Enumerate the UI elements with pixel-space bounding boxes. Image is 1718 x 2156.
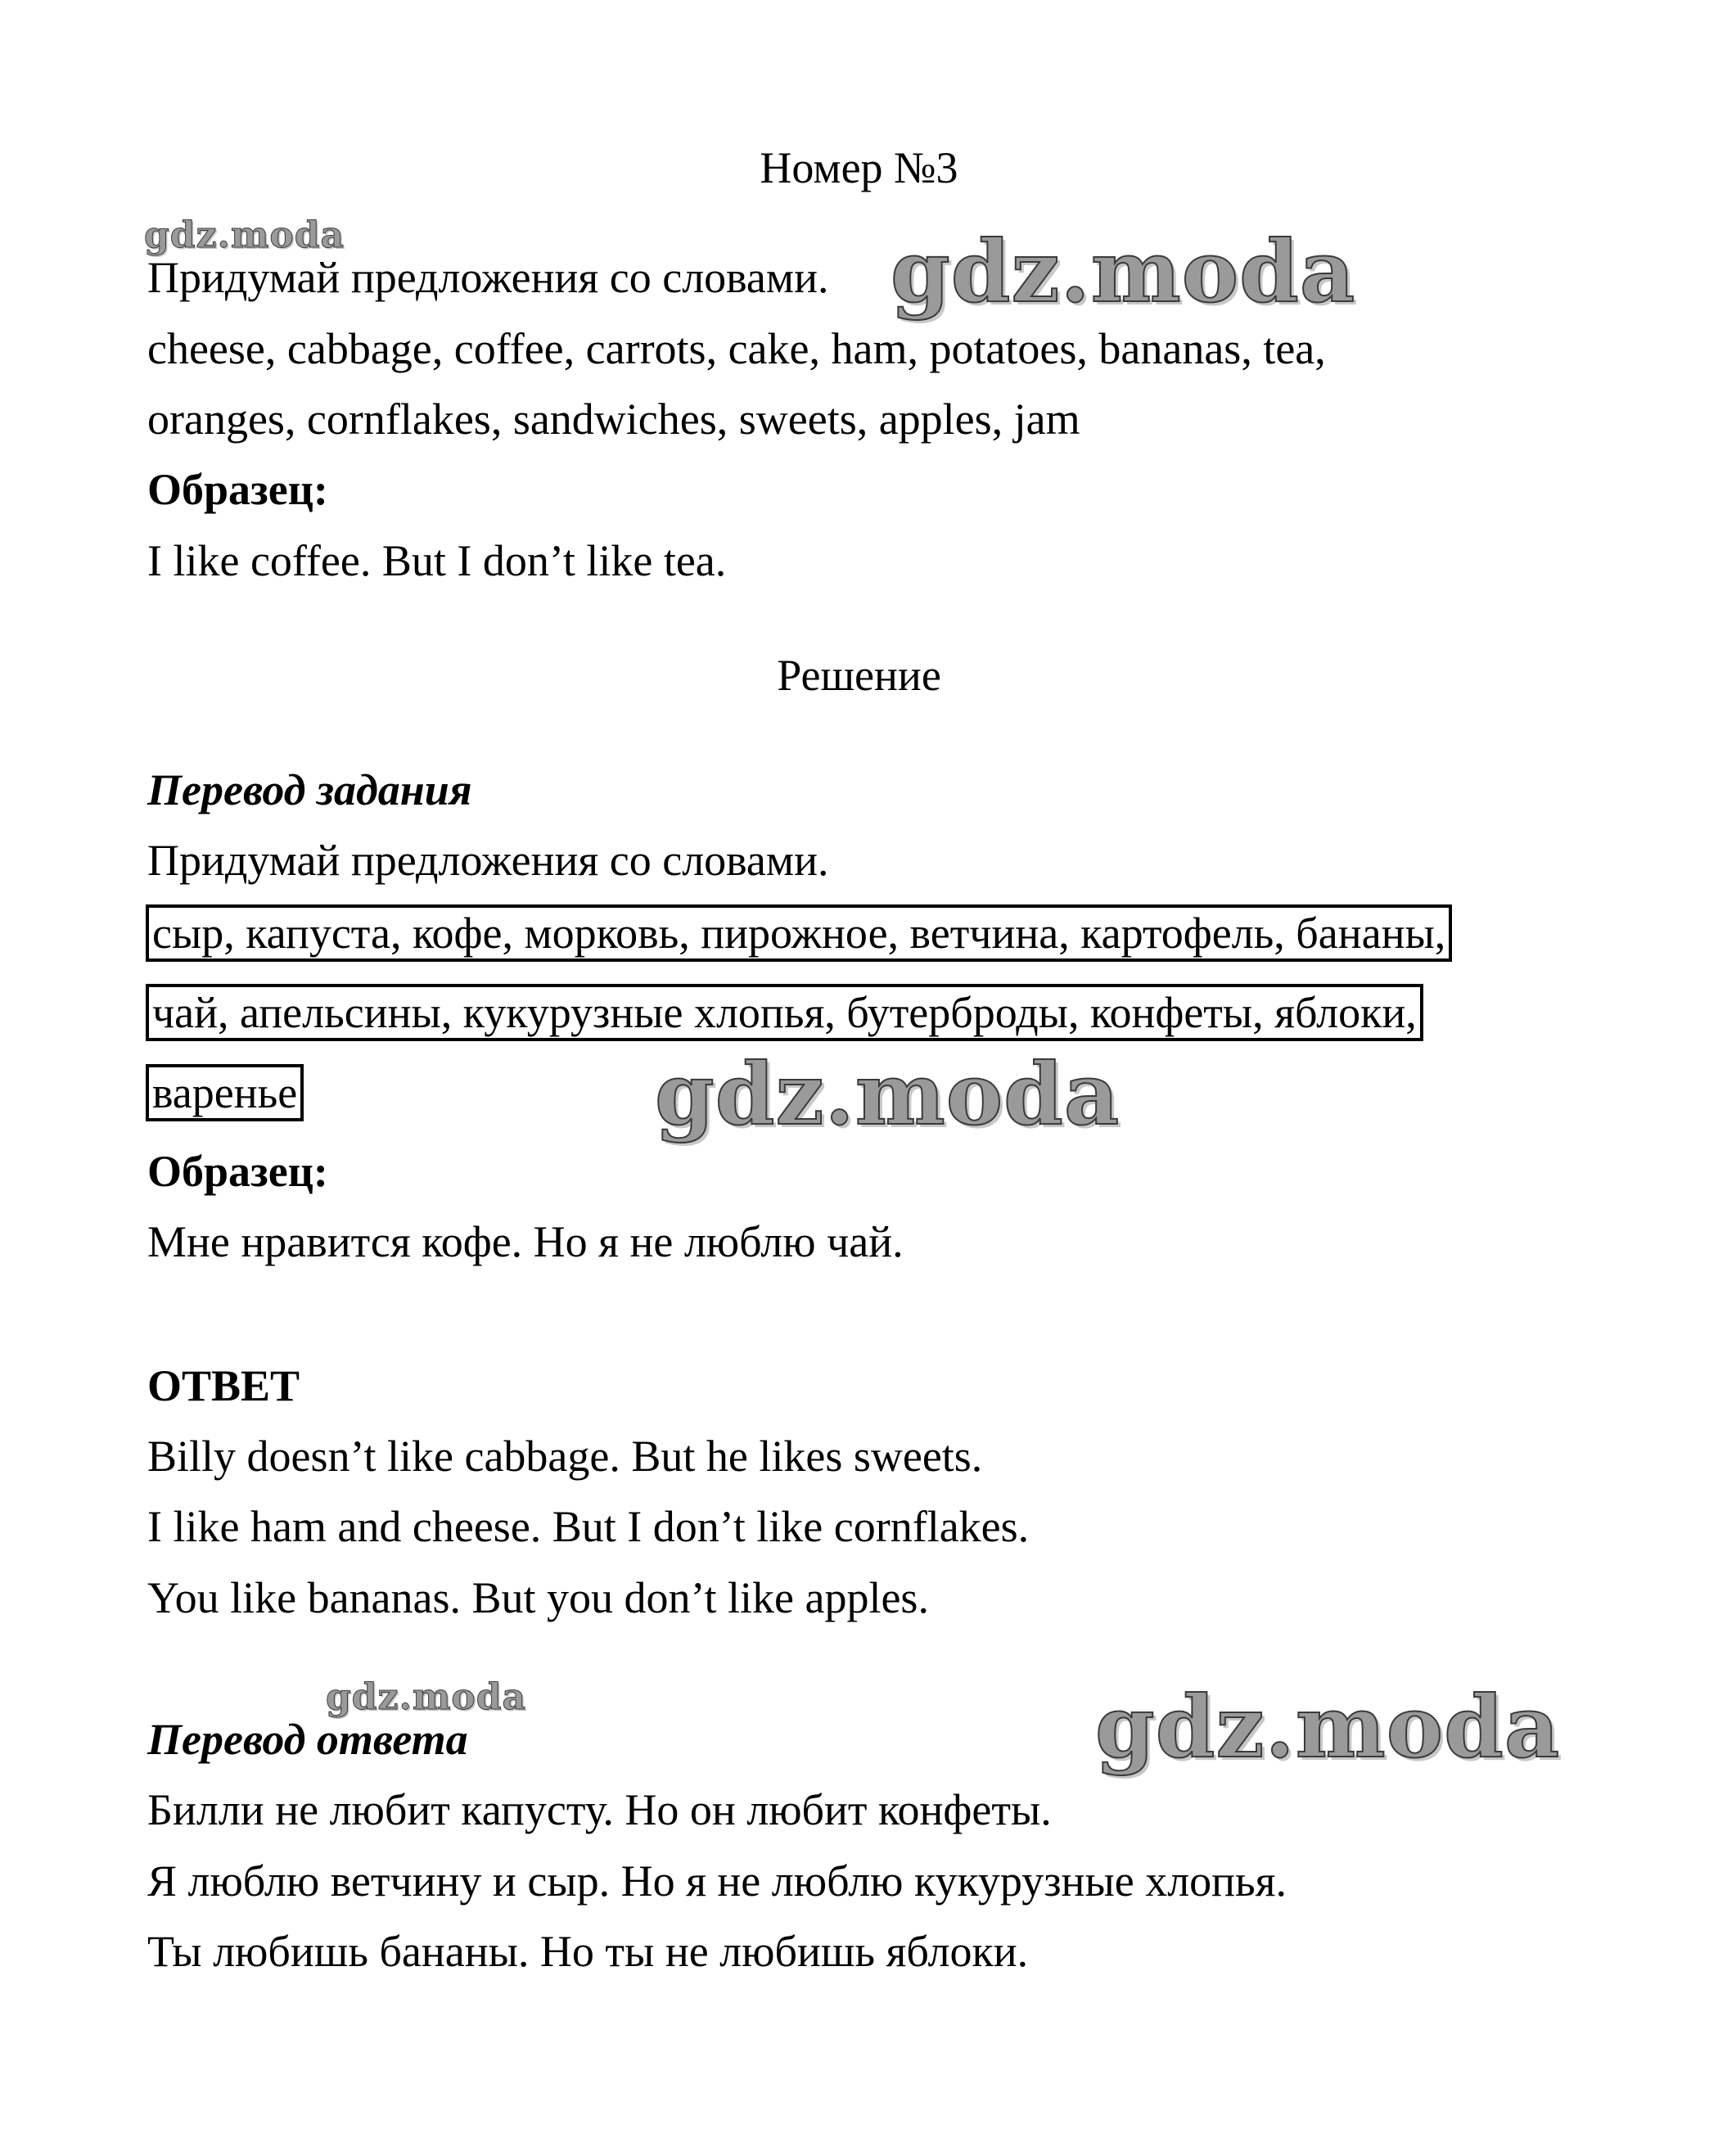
watermark: gdz.moda [655,1044,1121,1144]
translation-sample-text: Мне нравится кофе. Но я не люблю чай. [147,1217,904,1266]
translation-words-box-3: варенье [146,1064,304,1121]
answer-line: You like bananas. But you don’t like apples. [147,1573,929,1622]
answer-translation-line: Ты любишь бананы. Но ты не любишь яблоки. [147,1927,1029,1976]
answer-line: Billy doesn’t like cabbage. But he likes sweets. [147,1432,983,1481]
translation-instruction: Придумай предложения со словами. [147,836,829,885]
task-words-line-2: oranges, cornflakes, sandwiches, sweets, apples, jam [147,395,1080,444]
answer-translation-line: Билли не любит капусту. Но он любит конфеты. [147,1785,1052,1834]
task-instruction: Придумай предложения со словами. [147,253,829,302]
watermark: gdz.moda [144,214,345,256]
solution-heading: Решение [777,651,941,700]
answer-heading: ОТВЕТ [147,1361,300,1410]
watermark: gdz.moda [326,1676,527,1718]
translation-words-box-1: сыр, капуста, кофе, морковь, пирожное, ветчина, картофель, бананы, [146,904,1452,962]
task-sample-label: Образец: [147,465,328,514]
task-sample-text: I like coffee. But I don’t like tea. [147,536,727,585]
watermark: gdz.moda [891,221,1356,322]
translation-sample-label: Образец: [147,1147,328,1196]
answer-line: I like ham and cheese. But I don’t like cornflakes. [147,1502,1030,1551]
page-title: Номер №3 [760,143,958,192]
watermark: gdz.moda [1095,1676,1561,1777]
task-words-line-1: cheese, cabbage, coffee, carrots, cake, ham, potatoes, bananas, tea, [147,324,1326,373]
answer-translation-line: Я люблю ветчину и сыр. Но я не люблю кукурузные хлопья. [147,1856,1287,1906]
translation-words-box-2: чай, апельсины, кукурузные хлопья, бутерброды, конфеты, яблоки, [146,984,1423,1041]
answer-translation-heading: Перевод ответа [147,1715,468,1764]
translation-heading: Перевод задания [147,765,472,814]
